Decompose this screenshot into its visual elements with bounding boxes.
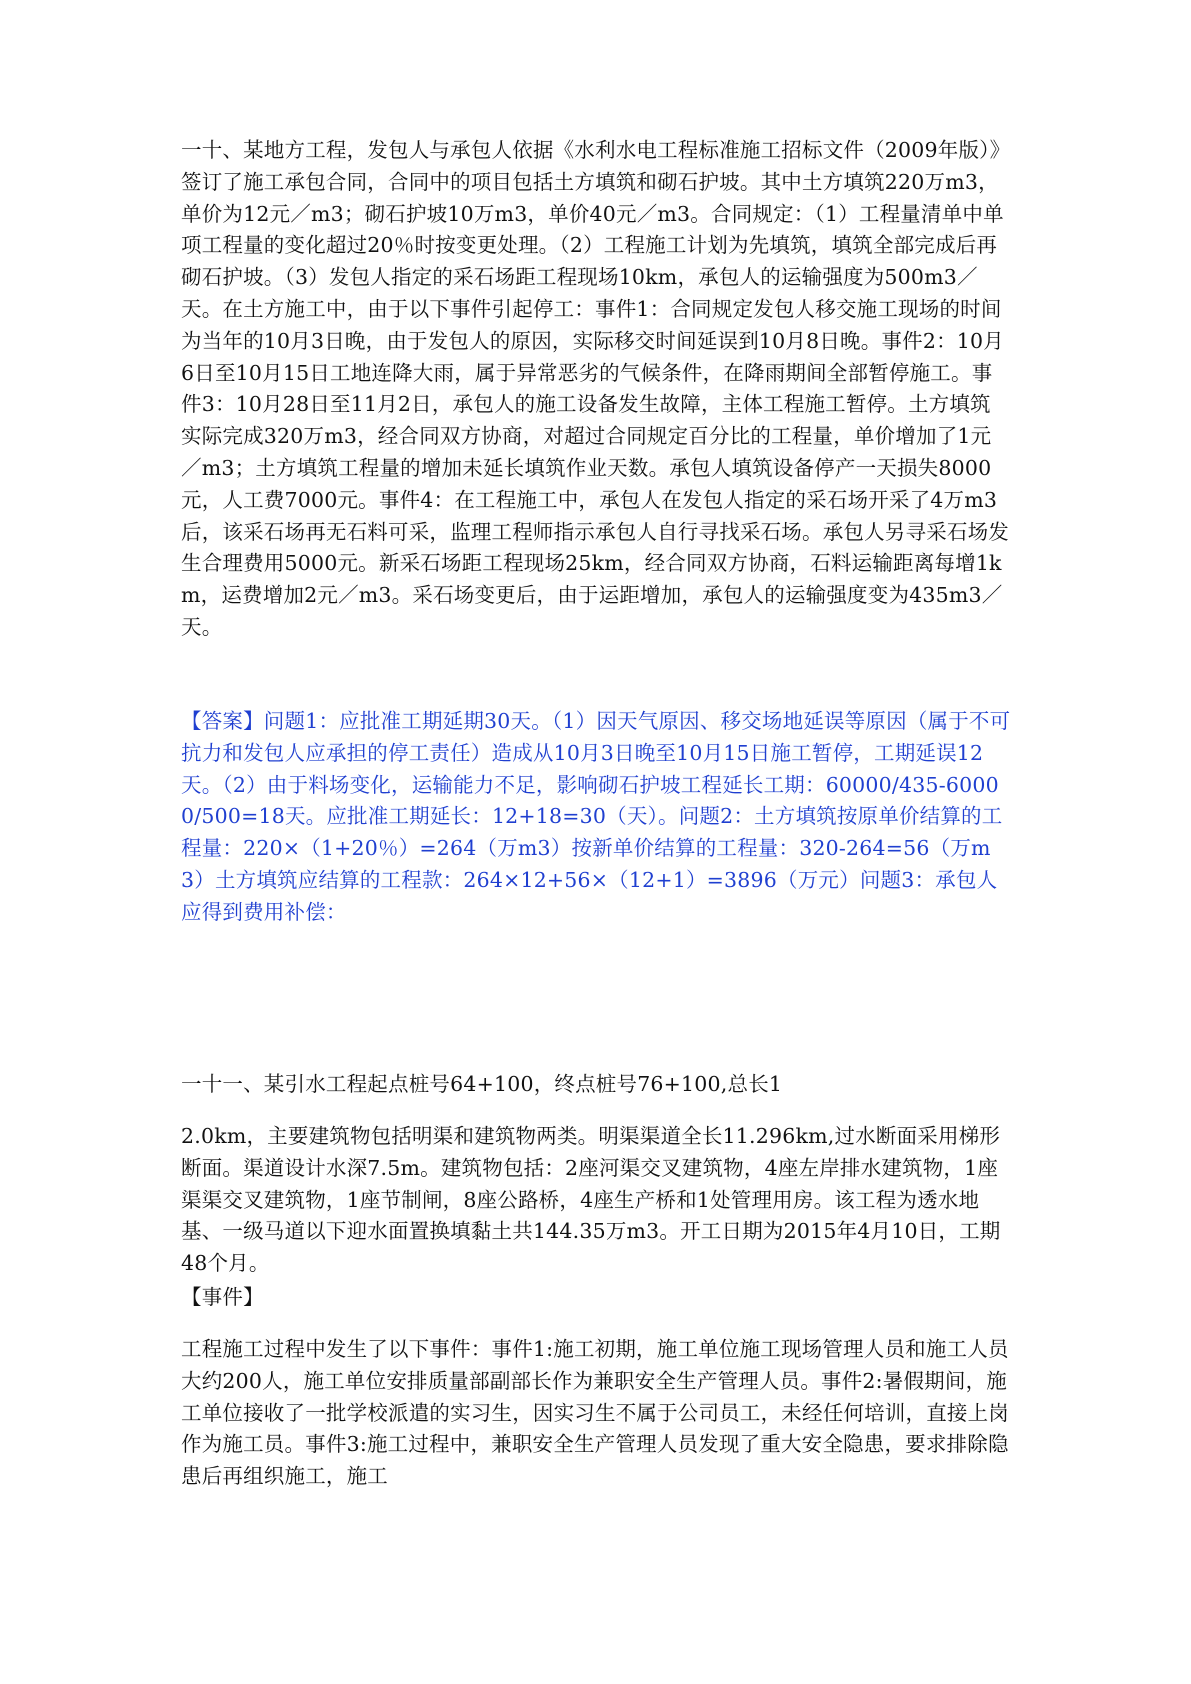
question-11-description: 2.0km，主要建筑物包括明渠和建筑物两类。明渠渠道全长11.296km,过水断面采用梯形断面。渠道设计水深7.5m。建筑物包括：2座河渠交叉建筑物，4座左岸排水建筑物，1座渠渠交叉建筑物，1座节制闸，8座公路桥，4座生产桥和1处管理用房。该工程为透水地基、一级马道以下迎水面置换填黏土共144.35万m3。开工日期为2015年4月10日，工期48个月。 (181, 1124, 1001, 1276)
question-11-first-line: 一十一、某引水工程起点桩号64+100，终点桩号76+100,总长1 (181, 1072, 783, 1096)
events-heading: 【事件】 (181, 1285, 264, 1309)
question-11-events: 工程施工过程中发生了以下事件：事件1:施工初期，施工单位施工现场管理人员和施工人员大约200人，施工单位安排质量部副部长作为兼职安全生产管理人员。事件2:暑假期间，施工单位接收了一批学校派遣的实习生，因实习生不属于公司员工，未经任何培训，直接上岗作为施工员。事件3:施工过程中，兼职安全生产管理人员发现了重大安全隐患，要求排除隐患后再组织施工，施工 (181, 1337, 1009, 1489)
question-10-text: 一十、某地方工程，发包人与承包人依据《水利水电工程标准施工招标文件（2009年版）》签订了施工承包合同，合同中的项目包括土方填筑和砌石护坡。其中土方填筑220万m3，单价为12元／m3；砌石护坡10万m3，单价40元／m3。合同规定：（1）工程量清单中单项工程量的变化超过20％时按变更处理。（2）工程施工计划为先填筑，填筑全部完成后再砌石护坡。（3）发包人指定的采石场距工程现场10km，承包人的运输强度为500m3／天。在土方施工中，由于以下事件引起停工：事件1：合同规定发包人移交施工现场的时间为当年的10月3日晚，由于发包人的原因，实际移交时间延误到10月8日晚。事件2：10月6日至10月15日工地连降大雨，属于异常恶劣的气候条件，在降雨期间全部暂停施工。事件3：10月28日至11月2日，承包人的施工设备发生故障，主体工程施工暂停。土方填筑实际完成320万m3，经合同双方协商，对超过合同规定百分比的工程量，单价增加了1元／m3；土方填筑工程量的增加未延长填筑作业天数。承包人填筑设备停产一天损失8000元，人工费7000元。事件4：在工程施工中，承包人在发包人指定的采石场开采了4万m3后，该采石场再无石料可采，监理工程师指示承包人自行寻找采石场。承包人另寻采石场发生合理费用5000元。新采石场距工程现场25km，经合同双方协商，石料运输距离每增1km，运费增加2元／m3。采石场变更后，由于运距增加，承包人的运输强度变为435m3／天。 (181, 138, 1011, 639)
question-10-answer: 【答案】问题1：应批准工期延期30天。（1）因天气原因、移交场地延误等原因（属于不可抗力和发包人应承担的停工责任）造成从10月3日晚至10月15日施工暂停，工期延误12天。（2）由于料场变化，运输能力不足，影响砌石护坡工程延长工期：60000/435-60000/500=18天。应批准工期延长：12+18=30（天）。问题2：土方填筑按原单价结算的工程量：220×（1+20％）=264（万m3）按新单价结算的工程量：320-264=56（万m3）土方填筑应结算的工程款：264×12+56×（12+1）=3896（万元）问题3：承包人应得到费用补偿： (181, 709, 1011, 924)
